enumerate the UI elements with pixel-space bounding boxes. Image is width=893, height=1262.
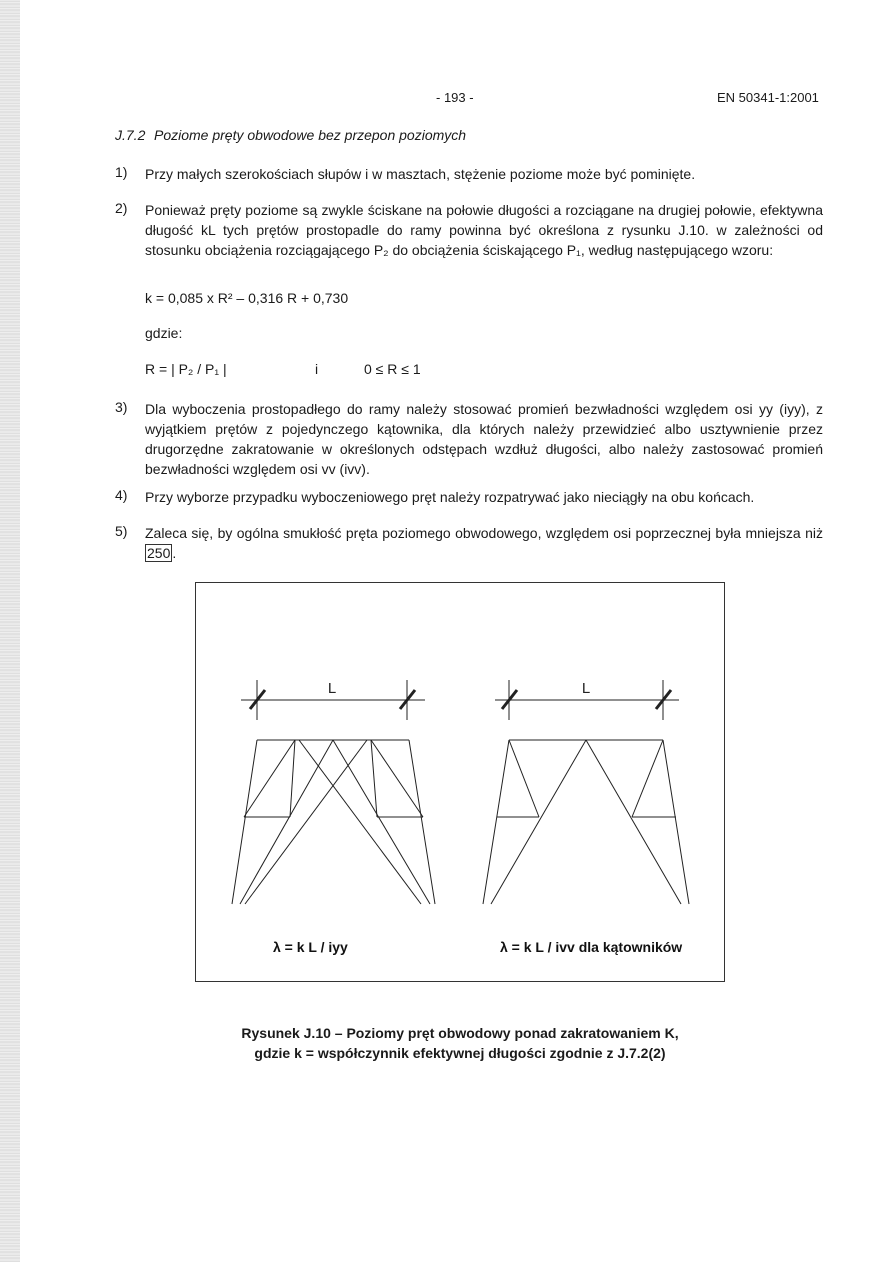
- caption-line: Rysunek J.10 – Poziomy pręt obwodowy ponad zakratowaniem K,: [241, 1025, 679, 1041]
- right-leg: [409, 740, 435, 904]
- k-brace: [240, 740, 333, 904]
- truss-figure: [195, 582, 725, 982]
- formula-r: R = | P₂ / P₁ |: [145, 361, 227, 377]
- length-label: L: [327, 680, 337, 697]
- item-number: 3): [115, 399, 128, 415]
- item-text: Dla wyboczenia prostopadłego do ramy należy stosować promień bezwładności względem osi yy (iyy), z wyjątkiem prętów z pojedynczego kątownika, dla których należy przewidzieć albo usztywnienie przez drugorzędne zakratowanie w określonych odstępach wzdłuż długości, albo należy zastosować promień bezwładności względem osi vv (ivv).: [145, 401, 823, 477]
- item-text-part: Zaleca się, by ogólna smukłość pręta poziomego obwodowego, względem osi poprzecznej była mniejsza niż: [145, 525, 823, 541]
- page-number: - 193 -: [436, 90, 474, 105]
- formula-i: i: [315, 361, 319, 377]
- item-text: Przy małych szerokościach słupów i w masztach, stężenie poziome może być pominięte.: [145, 166, 696, 182]
- caption-line: gdzie k = współczynnik efektywnej długości zgodnie z J.7.2(2): [254, 1045, 666, 1061]
- item-text: Ponieważ pręty poziome są zwykle ściskane na połowie długości a rozciągane na drugiej połowie, efektywna długość kL tych prętów prostopadle do ramy powinna być określona z rysunku J.10. w zależności od stosunku obciążenia rozciągającego P₂ do obciążenia ściskającego P₁, według następującego wzoru:: [145, 202, 823, 258]
- item-text: Przy wyborze przypadku wyboczeniowego pręt należy rozpatrywać jako nieciągły na obu końcach.: [145, 489, 755, 505]
- formula-gdzie: gdzie:: [145, 325, 183, 341]
- boxed-value: 250: [147, 545, 171, 561]
- lambda-formula-right: λ = k L / ivv dla kątowników: [500, 939, 683, 955]
- left-leg: [232, 740, 257, 904]
- formula-range: 0 ≤ R ≤ 1: [364, 361, 421, 377]
- item-text: [145, 523, 823, 563]
- item-number: 1): [115, 164, 128, 180]
- length-label: L: [581, 680, 591, 697]
- item-number: 5): [115, 523, 128, 539]
- section-number: J.7.2: [115, 127, 146, 143]
- section-title: Poziome pręty obwodowe bez przepon poziomych: [154, 127, 467, 143]
- document-id: EN 50341-1:2001: [717, 90, 819, 105]
- item-text-part: .: [172, 545, 177, 561]
- figure-caption: [150, 1023, 770, 1063]
- item-number: 2): [115, 200, 128, 216]
- lambda-formula-left: λ = k L / iyy: [273, 939, 348, 955]
- scan-edge: [0, 0, 20, 1262]
- k-brace: [333, 740, 430, 904]
- item-number: 4): [115, 487, 128, 503]
- formula-k: k = 0,085 x R² – 0,316 R + 0,730: [145, 290, 349, 306]
